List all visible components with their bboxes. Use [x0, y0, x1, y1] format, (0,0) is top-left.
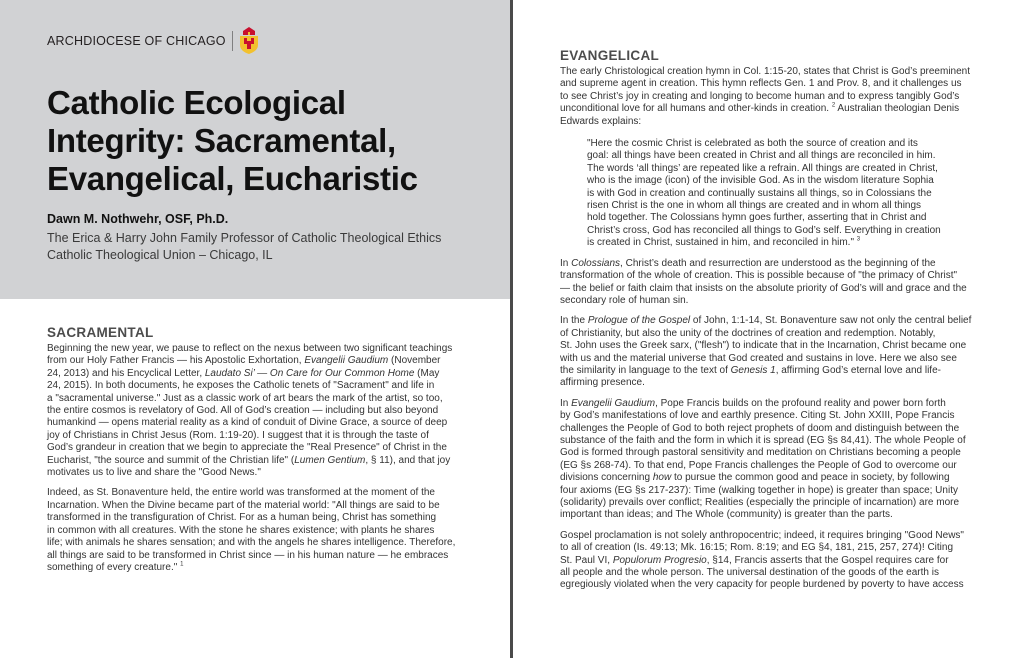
text-line: The early Christological creation hymn in Col. 1:15-20, states that Christ is God’s preeminent	[560, 66, 971, 77]
text-line	[560, 423, 980, 435]
text-line	[560, 542, 980, 554]
text-segment: transformation of the whole of creation. This is possible because of "the primacy of Christ"	[560, 270, 958, 282]
footnote-marker[interactable]: 3	[856, 236, 861, 243]
block-quote	[587, 138, 980, 250]
italic-title: Lumen Gentium	[294, 454, 366, 466]
text-line	[560, 472, 980, 484]
text-line	[587, 200, 980, 212]
text-segment: Indeed, as St. Bonaventure held, the entire world was transformed at the moment of the	[47, 487, 435, 499]
paragraph	[47, 487, 467, 574]
text-line	[587, 188, 980, 200]
text-segment: risen Christ is the one in whom all things are created and in whom all things	[587, 200, 922, 212]
italic-title: Evangelii Gaudium	[304, 355, 389, 367]
text-segment: Eucharist, "the source and summit of the Christian life" (	[47, 454, 295, 466]
text-line	[560, 485, 980, 497]
text-line	[47, 512, 467, 524]
text-segment: In the	[560, 315, 588, 327]
brand-name: ARCHDIOCESE OF CHICAGO	[47, 34, 226, 48]
text-segment: the similarity in language to the text of	[560, 364, 731, 376]
italic-title: Evangelii Gaudium	[571, 397, 656, 409]
text-segment: (solidarity) prevails over conflict; Realities (especially the principle of incarnation) are more	[560, 497, 960, 508]
text-line: and supreme agent in creation. This hymn reflects Gen. 1 and Prov. 8, and it challenges us	[560, 78, 962, 90]
italic-title: Prologue of the Gospel	[587, 315, 691, 327]
text-segment: Christ’s cross, God has reconciled all things to God’s self. Everything in creation	[587, 224, 941, 236]
text-segment: by God’s manifestations of love and earthly presence. Citing St. John XXIII, Pope Francis	[560, 410, 955, 422]
text-segment: In	[560, 397, 572, 409]
text-segment: life; with animals he shares sensation; and with the angels he shares intelligence. Therefore,	[47, 537, 456, 549]
text-line	[47, 393, 467, 405]
text-line	[587, 175, 980, 187]
text-line	[560, 295, 980, 307]
text-line	[560, 103, 980, 115]
text-segment: , § 11), and that joy	[365, 454, 451, 466]
text-segment: , §14, Francis asserts that the Gospel requires care for	[706, 554, 949, 566]
text-segment: St. John uses the Greek sarx, ("flesh") to indicate that in the Incarnation, Christ became one	[560, 340, 967, 352]
text-segment: motivates us to live and share the "Good News."	[47, 467, 261, 479]
text-segment: secondary role of human sin.	[560, 294, 689, 306]
text-line	[560, 579, 980, 591]
italic-title: Laudato Si’ — On Care for Our Common Home	[204, 367, 415, 379]
text-line	[560, 398, 980, 410]
text-line	[560, 567, 980, 579]
text-line	[560, 377, 980, 389]
text-segment: four axioms (EG §s 217-237): Time (walking together in hope) is greater than space; Unity	[560, 484, 958, 496]
text-segment: affirming presence.	[560, 377, 645, 389]
italic-title: Genesis 1	[730, 364, 776, 376]
italic-title: how	[652, 472, 672, 484]
text-segment: unconditional love for all humans and other-kinds in creation.	[560, 103, 830, 115]
text-line	[560, 555, 980, 567]
text-line	[47, 562, 467, 574]
text-line	[560, 315, 980, 327]
text-line	[47, 430, 467, 442]
text-segment: The words ‘all things’ are repeated like a refrain. All things are created in Christ,	[587, 162, 938, 174]
left-page	[0, 0, 510, 658]
paragraph	[560, 258, 980, 308]
text-segment: who is the image (icon) of the invisible God. As in the wisdom literature Sophia	[587, 175, 934, 187]
text-line	[47, 500, 467, 512]
article-title	[47, 84, 497, 198]
text-line	[560, 435, 980, 447]
text-line	[560, 270, 980, 282]
text-line	[560, 283, 980, 295]
italic-title: Colossians	[571, 257, 621, 269]
text-line: Edwards explains:	[560, 115, 642, 127]
text-segment: (May	[414, 367, 440, 379]
brand-header	[47, 27, 259, 55]
paragraph	[560, 530, 980, 592]
text-line: to see Christ’s joy in creating and longing to become human and to express tangibly God’s	[560, 90, 960, 102]
text-line	[560, 509, 980, 521]
text-segment: 24, 2015). In both documents, he exposes the Catholic tenets of "Sacrament" and life in	[47, 380, 435, 392]
archdiocese-crest-icon	[239, 27, 259, 55]
affiliation-line: The Erica & Harry John Family Professor of Catholic Theological Ethics	[47, 231, 442, 245]
text-segment: is with God in creation and continually sustains all things, so in Colossians the	[587, 187, 932, 199]
section-heading: EVANGELICAL	[560, 48, 660, 63]
text-segment: (November	[388, 355, 441, 367]
text-segment: God is formed through pastoral sensitivity and meditation on Christians becoming a people	[560, 447, 961, 459]
text-line	[587, 150, 980, 162]
text-segment: to pursue the common good and peace in society, by following	[671, 472, 950, 484]
text-line	[47, 550, 467, 562]
text-segment: humankind — opens material reality as a kind of conduit of Divine Grace, a source of deep	[47, 417, 448, 429]
paragraph	[560, 66, 980, 128]
text-segment: "Here the cosmic Christ is celebrated as both the source of creation and its	[587, 138, 918, 150]
text-segment: In	[560, 257, 572, 269]
text-segment: is created in Christ, sustained in him, and reconciled in him."	[587, 237, 855, 249]
text-segment: in common with all creatures. With the stone he shares existence; with plants he shares	[47, 524, 435, 536]
author-affiliation	[47, 230, 441, 263]
text-line	[560, 365, 980, 377]
text-line	[587, 212, 980, 224]
text-line	[47, 355, 467, 367]
text-segment: challenges the People of God to both reject prophets of doom and distinguish between the	[560, 422, 960, 434]
text-segment: egregiously violated when the very capacity for people burdened by poverty to have access	[560, 579, 964, 591]
text-line	[47, 343, 467, 355]
text-segment: substance of the faith and the form in which it is spread (EG §s 84,41). The whole People of	[560, 434, 966, 446]
text-segment: hold together. The Colossians hymn goes further, asserting that in Christ and	[587, 212, 927, 224]
text-segment: , affirming God’s eternal love and life-	[775, 364, 941, 376]
brand-divider	[232, 31, 233, 51]
text-line	[587, 163, 980, 175]
text-line	[560, 460, 980, 472]
text-segment: from our Holy Father Francis — his Apostolic Exhortation,	[47, 355, 305, 367]
text-segment: transformed in the transfiguration of Christ. For as a human being, Christ has something	[47, 512, 437, 524]
text-segment: all people and the whole person. The universal destination of the goods of the earth is	[560, 567, 939, 579]
text-segment: 24, 2013) and his Encyclical Letter,	[47, 367, 205, 379]
text-segment: joy of Christians in Christ Jesus (Rom. 1:19-20). I suggest that it is through the taste of	[47, 429, 429, 441]
text-segment: of Christianity, but also the unity of the doctrines of creation and redemption. Notably,	[560, 327, 936, 339]
text-segment: God’s grandeur in creation that we begin to appreciate the "Real Presence" of Christ in the	[47, 442, 447, 454]
text-line	[47, 380, 467, 392]
text-segment: goal: all things have been created in Christ and all things are reconciled in him.	[587, 150, 936, 162]
text-segment: important than ideas; and The Whole (community) is greater than the parts.	[560, 509, 893, 521]
text-segment: of John, 1:1-14, St. Bonaventure saw not only the central belief	[690, 315, 972, 327]
text-segment: St. Paul VI,	[560, 554, 613, 566]
title-line: Catholic Ecological	[47, 84, 346, 121]
text-line	[47, 455, 467, 467]
text-line	[47, 368, 467, 380]
text-line	[587, 225, 980, 237]
text-line	[47, 467, 467, 479]
section-sacramental	[47, 325, 467, 574]
text-segment: divisions concerning	[560, 472, 653, 484]
text-line	[47, 525, 467, 537]
footnote-marker[interactable]: 1	[180, 561, 184, 568]
section-heading: SACRAMENTAL	[47, 325, 154, 340]
section-evangelical	[560, 48, 980, 592]
text-line	[560, 340, 980, 352]
title-line: Evangelical, Eucharistic	[47, 160, 418, 197]
text-line	[560, 530, 980, 542]
footnote-marker[interactable]: 2	[831, 102, 836, 109]
text-segment: to all of creation (Is. 49:13; Mk. 16:15; Rom. 8:19; and EG §4, 181, 215, 257, 274)! Citing	[560, 542, 954, 554]
text-segment: Australian theologian Denis	[835, 103, 960, 115]
text-line	[47, 405, 467, 417]
text-segment: the entire cosmos is revelatory of God. All of God’s creation — including but also beyond	[47, 405, 439, 417]
text-segment: , Christ’s death and resurrection are understood as the beginning of the	[620, 257, 936, 269]
paragraph	[560, 398, 980, 522]
paragraph	[560, 315, 980, 389]
title-line: Integrity: Sacramental,	[47, 122, 396, 159]
text-line	[587, 237, 980, 249]
text-segment: , Pope Francis builds on the profound reality and power born forth	[655, 397, 946, 409]
paragraph	[47, 343, 467, 479]
text-line	[560, 447, 980, 459]
text-line	[560, 497, 980, 509]
text-line	[47, 487, 467, 499]
text-line	[560, 410, 980, 422]
text-line	[560, 353, 980, 365]
text-line	[47, 537, 467, 549]
text-segment: — the belief or faith claim that insists on the absolute priority of God’s will and grace and the	[560, 282, 967, 294]
text-segment: Beginning the new year, we pause to reflect on the nexus between two significant teachings	[47, 343, 453, 354]
affiliation-line: Catholic Theological Union – Chicago, IL	[47, 247, 273, 262]
text-line	[47, 442, 467, 454]
author-name: Dawn M. Nothwehr, OSF, Ph.D.	[47, 212, 229, 226]
text-line	[560, 258, 980, 270]
italic-title: Populorum Progresio	[612, 554, 707, 566]
text-segment: Gospel proclamation is not solely anthropocentric; indeed, it requires bringing "Good News"	[560, 529, 964, 541]
text-segment: all things are said to be transformed in Christ since — in his human nature — he embraces	[47, 549, 449, 561]
text-line	[587, 138, 980, 150]
text-line	[47, 417, 467, 429]
text-segment: something of every creature."	[47, 561, 178, 573]
text-line	[560, 328, 980, 340]
text-segment: with us and the material universe that God created and sustains in love. Here we also see	[560, 352, 957, 364]
text-segment: a "sacramental universe." Just as a classic work of art bears the mark of the artist, so too,	[47, 392, 443, 404]
text-segment: (EG §s 268-74). To that end, Pope Francis challenges the People of God to overcome our	[560, 459, 957, 471]
text-segment: Incarnation. When the Divine became part of the material world: "All things are said to be	[47, 499, 440, 511]
